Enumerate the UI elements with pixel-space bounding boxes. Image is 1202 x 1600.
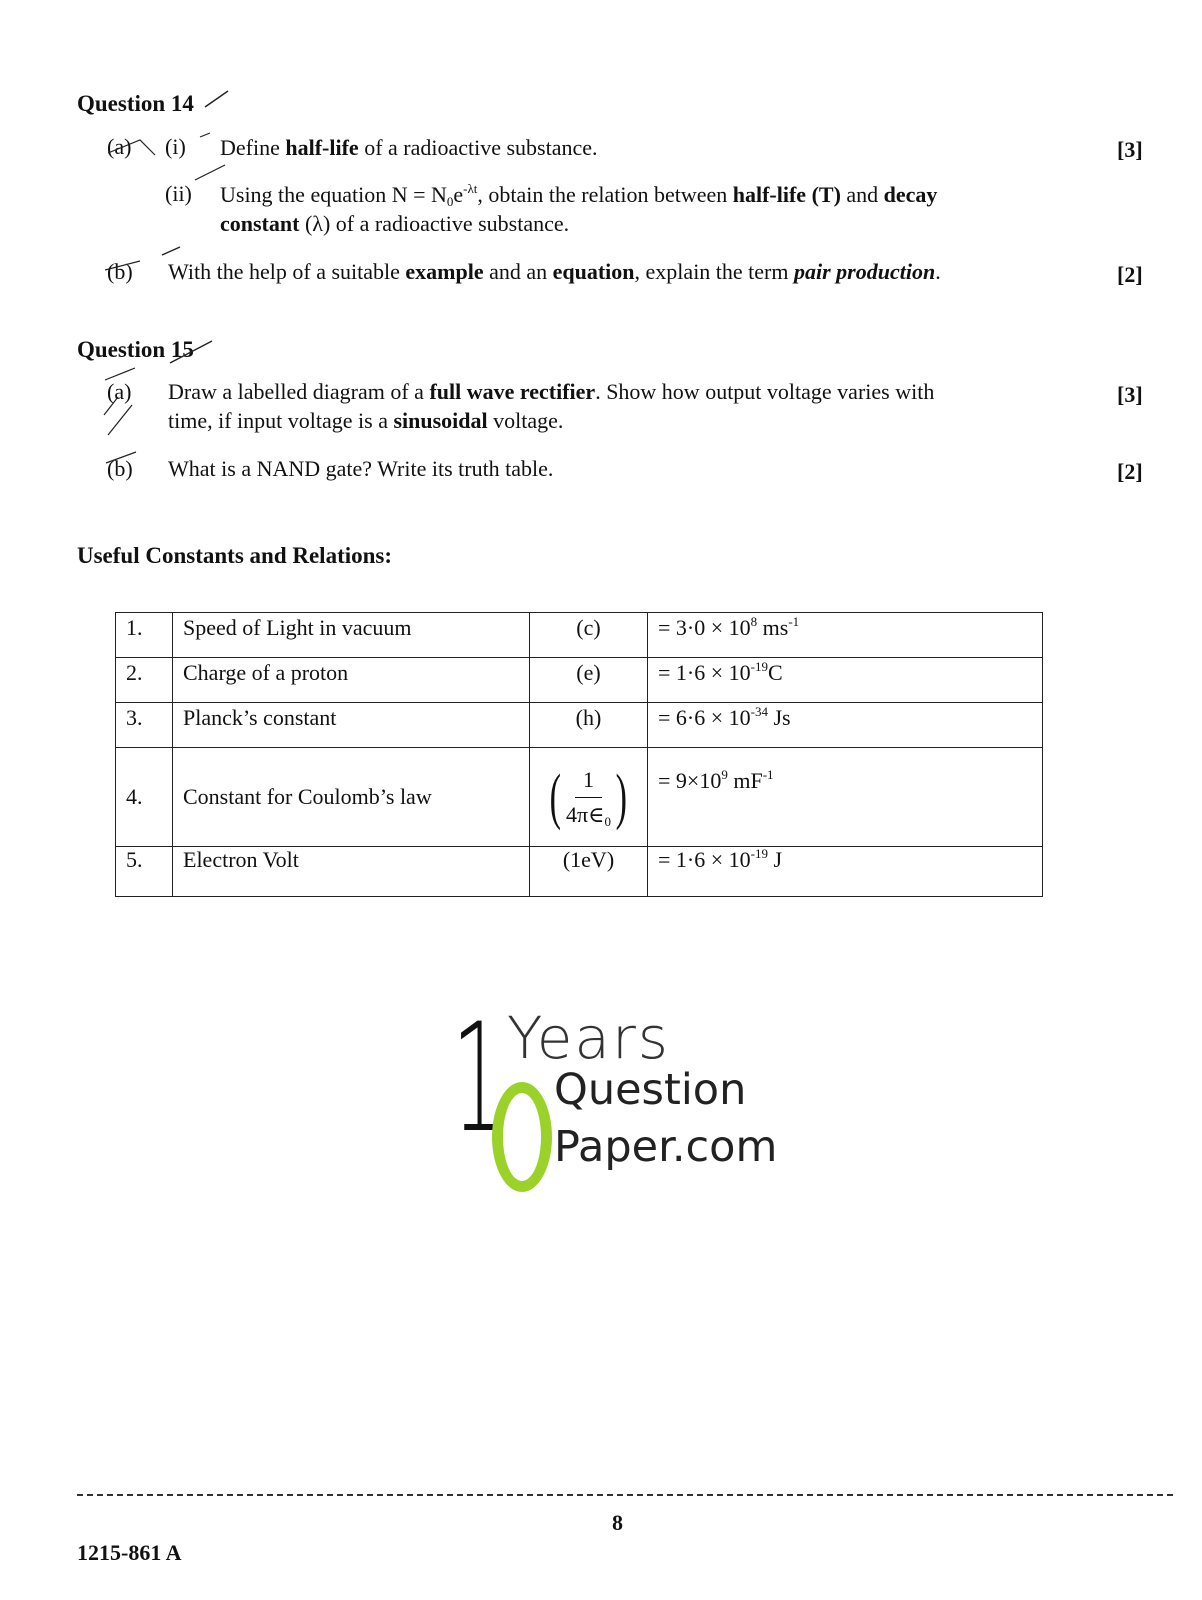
q14-b-label: (b): [107, 259, 133, 284]
fraction-denominator: $4\pi\in_0$: [566, 801, 611, 829]
q15-b-text: What is a NAND gate? Write its truth table.: [168, 456, 554, 481]
q14-a-ii-text-line2: constant (λ) of a radioactive substance.: [220, 211, 570, 236]
constant-value: = $9\times 10^9$ $mF^{-1}$: [648, 748, 1043, 847]
logo-digit-zero-ring: [492, 1082, 552, 1192]
constant-symbol: (c): [530, 613, 648, 658]
constant-value: = $1\cdot 6 \times 10^{-19}C$: [648, 658, 1043, 703]
constant-symbol: (e): [530, 658, 648, 703]
q15-a-text-line2: time, if input voltage is a sinusoidal voltage.: [168, 408, 564, 433]
q14-a-marks: [3]: [1117, 137, 1143, 162]
constant-name: Planck’s constant: [173, 703, 530, 748]
handwritten-marks-q14: [100, 85, 240, 285]
paper-code: 1215-861 A: [77, 1540, 182, 1565]
q15-a-marks: [3]: [1117, 382, 1143, 407]
row-number: 4.: [116, 748, 173, 847]
page-number: 8: [612, 1510, 623, 1535]
logo-digit-one: 1: [452, 992, 505, 1166]
constant-symbol: (h): [530, 703, 648, 748]
table-row: [116, 613, 1043, 658]
logo-years-text: Years: [507, 1004, 671, 1072]
constant-name: Charge of a proton: [173, 658, 530, 703]
q15-b-label: (b): [107, 456, 133, 481]
q14-b-text: With the help of a suitable example and an equation, explain the term pair production.: [168, 259, 941, 284]
logo-paper-text: Paper.com: [554, 1122, 778, 1172]
constant-symbol-fraction: [530, 748, 648, 847]
row-number: 3.: [116, 703, 173, 748]
constants-heading: Useful Constants and Relations:: [77, 543, 393, 568]
constant-value: = $3\cdot 0 \times 10^8$ $ms^{-1}$: [648, 613, 1043, 658]
row-number: 2.: [116, 658, 173, 703]
table-row: [116, 703, 1043, 748]
constant-value: = $1\cdot 6 \times 10^{-19}$ J: [648, 847, 1043, 897]
table-row: [116, 748, 1043, 847]
q14-a-ii-text-line1: Using the equation $N = N_0e^{-\lambda t}$, obtain the relation between half-life (T) and decay: [220, 181, 938, 209]
table-row: [116, 847, 1043, 897]
row-number: 5.: [116, 847, 173, 897]
question-14-title: Question 14: [77, 91, 194, 116]
constant-value: = $6\cdot 6 \times 10^{-34}$ Js: [648, 703, 1043, 748]
constant-name: Constant for Coulomb’s law: [173, 748, 530, 847]
q14-b-marks: [2]: [1117, 262, 1143, 287]
question-15-title: Question 15: [77, 337, 194, 362]
logo-question-text: Question: [554, 1065, 747, 1115]
constant-symbol: (1eV): [530, 847, 648, 897]
q14-a-ii-label: (ii): [165, 181, 192, 206]
q15-a-label: (a): [107, 379, 132, 404]
watermark-logo: [452, 992, 778, 1202]
q15-b-marks: [2]: [1117, 459, 1143, 484]
fraction-numerator: 1: [575, 767, 602, 798]
left-paren: (: [550, 763, 562, 831]
constant-name: Electron Volt: [173, 847, 530, 897]
q14-a-i-label: (i): [165, 134, 186, 159]
constant-name: Speed of Light in vacuum: [173, 613, 530, 658]
q14-a-label: (a): [107, 134, 132, 159]
handwritten-marks-q15: [100, 335, 220, 465]
footer-divider: [77, 1494, 1173, 1496]
q14-a-i-text: Define half-life of a radioactive substance.: [220, 135, 598, 160]
constants-table: [115, 612, 1043, 897]
q15-a-text-line1: Draw a labelled diagram of a full wave rectifier. Show how output voltage varies with: [168, 379, 935, 404]
right-paren: ): [615, 763, 627, 831]
row-number: 1.: [116, 613, 173, 658]
table-row: [116, 658, 1043, 703]
